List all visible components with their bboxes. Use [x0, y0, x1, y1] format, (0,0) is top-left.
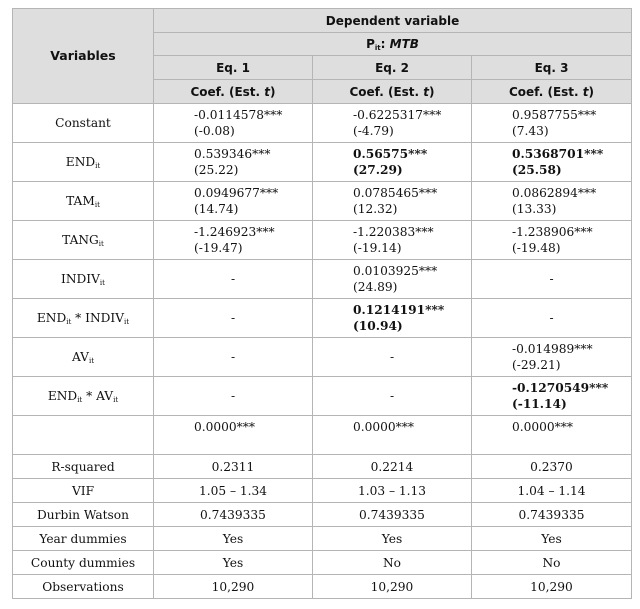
eq1-stat-value: Yes	[154, 527, 313, 551]
eq1-value: -	[154, 299, 313, 338]
eq1-value: -	[154, 377, 313, 416]
stat-row	[13, 455, 632, 479]
eq2-stat-value: 0.7439335	[313, 503, 472, 527]
t-statistic: (14.74)	[194, 202, 239, 216]
eq3-header: Eq. 3	[472, 56, 632, 80]
eq3-stat-value: No	[472, 551, 632, 575]
eq1-stat-value: 1.05 – 1.34	[154, 479, 313, 503]
regression-table	[12, 8, 632, 599]
coefficient: 0.0000***	[353, 420, 414, 434]
coefficient: -1.238906***	[512, 225, 593, 239]
table-row	[13, 260, 632, 299]
eq2-value	[313, 260, 472, 299]
eq1-value	[154, 143, 313, 182]
eq1-value	[154, 416, 313, 455]
t-statistic: (-29.21)	[512, 358, 561, 372]
t-statistic: (24.89)	[353, 280, 398, 294]
eq3-value	[472, 143, 632, 182]
t-statistic: (13.33)	[512, 202, 557, 216]
eq2-value	[313, 299, 472, 338]
eq1-stat-value: Yes	[154, 551, 313, 575]
eq3-value: -	[472, 260, 632, 299]
t-statistic: (-4.79)	[353, 124, 394, 138]
stat-label: Durbin Watson	[13, 503, 154, 527]
variables-header: Variables	[13, 9, 154, 104]
eq2-value	[313, 182, 472, 221]
variable-label: $END_{it}$ * $INDIV_{it}$	[13, 299, 154, 338]
eq1-value	[154, 104, 313, 143]
variable-label: $END_{it}$	[13, 143, 154, 182]
coefficient: 0.56575***	[353, 147, 428, 161]
eq3-value: -	[472, 299, 632, 338]
table-row	[13, 104, 632, 143]
table-row	[13, 416, 632, 455]
coefficient: -1.220383***	[353, 225, 434, 239]
stat-label: County dummies	[13, 551, 154, 575]
variable-label: Constant	[13, 104, 154, 143]
coefficient: -1.246923***	[194, 225, 275, 239]
t-statistic: (25.58)	[512, 163, 562, 177]
eq2-value: -	[313, 377, 472, 416]
eq1-stat-value: 0.7439335	[154, 503, 313, 527]
eq3-stat-value: 0.7439335	[472, 503, 632, 527]
coefficient: 0.0000***	[194, 420, 255, 434]
dependent-variable-name: $P_{it}$: MTB	[154, 33, 632, 56]
eq3-stat-value: Yes	[472, 527, 632, 551]
coef-header-eq2: Coef. (Est. t)	[313, 80, 472, 104]
coefficient: 0.9587755***	[512, 108, 597, 122]
coefficient: 0.0949677***	[194, 186, 279, 200]
eq1-value	[154, 182, 313, 221]
table-row	[13, 299, 632, 338]
regression-table-container	[12, 8, 632, 599]
coefficient: 0.539346***	[194, 147, 271, 161]
t-statistic: (7.43)	[512, 124, 549, 138]
t-statistic: (-0.08)	[194, 124, 235, 138]
t-statistic: (27.29)	[353, 163, 403, 177]
coef-header-eq1: Coef. (Est. t)	[154, 80, 313, 104]
coefficient: 0.0103925***	[353, 264, 438, 278]
eq3-value	[472, 416, 632, 455]
table-row	[13, 221, 632, 260]
coefficient: -0.6225317***	[353, 108, 442, 122]
variable-label: $END_{it} * AV_{it}$	[13, 377, 154, 416]
t-statistic: (12.32)	[353, 202, 398, 216]
eq2-stat-value: Yes	[313, 527, 472, 551]
t-statistic: (-19.14)	[353, 241, 402, 255]
eq1-stat-value: 0.2311	[154, 455, 313, 479]
eq3-stat-value: 10,290	[472, 575, 632, 599]
coefficient: -0.1270549***	[512, 381, 609, 395]
coef-header-eq3: Coef. (Est. t)	[472, 80, 632, 104]
coefficient: 0.0785465***	[353, 186, 438, 200]
eq2-stat-value: 1.03 – 1.13	[313, 479, 472, 503]
t-statistic: (-19.48)	[512, 241, 561, 255]
eq2-value	[313, 143, 472, 182]
eq3-value	[472, 182, 632, 221]
coefficient: -0.0114578***	[194, 108, 283, 122]
eq2-header: Eq. 2	[313, 56, 472, 80]
table-row	[13, 182, 632, 221]
stat-row	[13, 479, 632, 503]
variable-label: $TAM_{it}$	[13, 182, 154, 221]
table-row	[13, 338, 632, 377]
eq1-header: Eq. 1	[154, 56, 313, 80]
eq2-stat-value: 10,290	[313, 575, 472, 599]
eq2-stat-value: No	[313, 551, 472, 575]
eq1-value: -	[154, 260, 313, 299]
stat-label: R-squared	[13, 455, 154, 479]
stat-label: VIF	[13, 479, 154, 503]
coefficient: 0.1214191***	[353, 303, 445, 317]
stat-row	[13, 551, 632, 575]
eq2-value: -	[313, 338, 472, 377]
eq1-stat-value: 10,290	[154, 575, 313, 599]
coefficient: -0.014989***	[512, 342, 593, 356]
coefficient: 0.0000***	[512, 420, 573, 434]
coefficient-rows	[13, 104, 632, 455]
variable-label	[13, 416, 154, 455]
variable-label: $TANG_{it}$	[13, 221, 154, 260]
t-statistic: (-19.47)	[194, 241, 243, 255]
eq2-value	[313, 221, 472, 260]
eq3-stat-value: 0.2370	[472, 455, 632, 479]
eq3-value	[472, 377, 632, 416]
eq1-value: -	[154, 338, 313, 377]
variable-label: $AV_{it}$	[13, 338, 154, 377]
eq3-value	[472, 104, 632, 143]
table-row	[13, 377, 632, 416]
stat-label: Observations	[13, 575, 154, 599]
t-statistic: (25.22)	[194, 163, 239, 177]
statistics-rows	[13, 455, 632, 599]
eq2-value	[313, 416, 472, 455]
eq2-value	[313, 104, 472, 143]
variable-label: $INDIV_{it}$	[13, 260, 154, 299]
stat-label: Year dummies	[13, 527, 154, 551]
eq3-value	[472, 338, 632, 377]
coefficient: 0.5368701***	[512, 147, 604, 161]
t-statistic: (10.94)	[353, 319, 403, 333]
coefficient: 0.0862894***	[512, 186, 597, 200]
eq2-stat-value: 0.2214	[313, 455, 472, 479]
stat-row	[13, 575, 632, 599]
eq3-stat-value: 1.04 – 1.14	[472, 479, 632, 503]
dependent-variable-header: Dependent variable	[154, 9, 632, 33]
eq1-value	[154, 221, 313, 260]
eq3-value	[472, 221, 632, 260]
t-statistic: (-11.14)	[512, 397, 567, 411]
table-row	[13, 143, 632, 182]
stat-row	[13, 503, 632, 527]
stat-row	[13, 527, 632, 551]
